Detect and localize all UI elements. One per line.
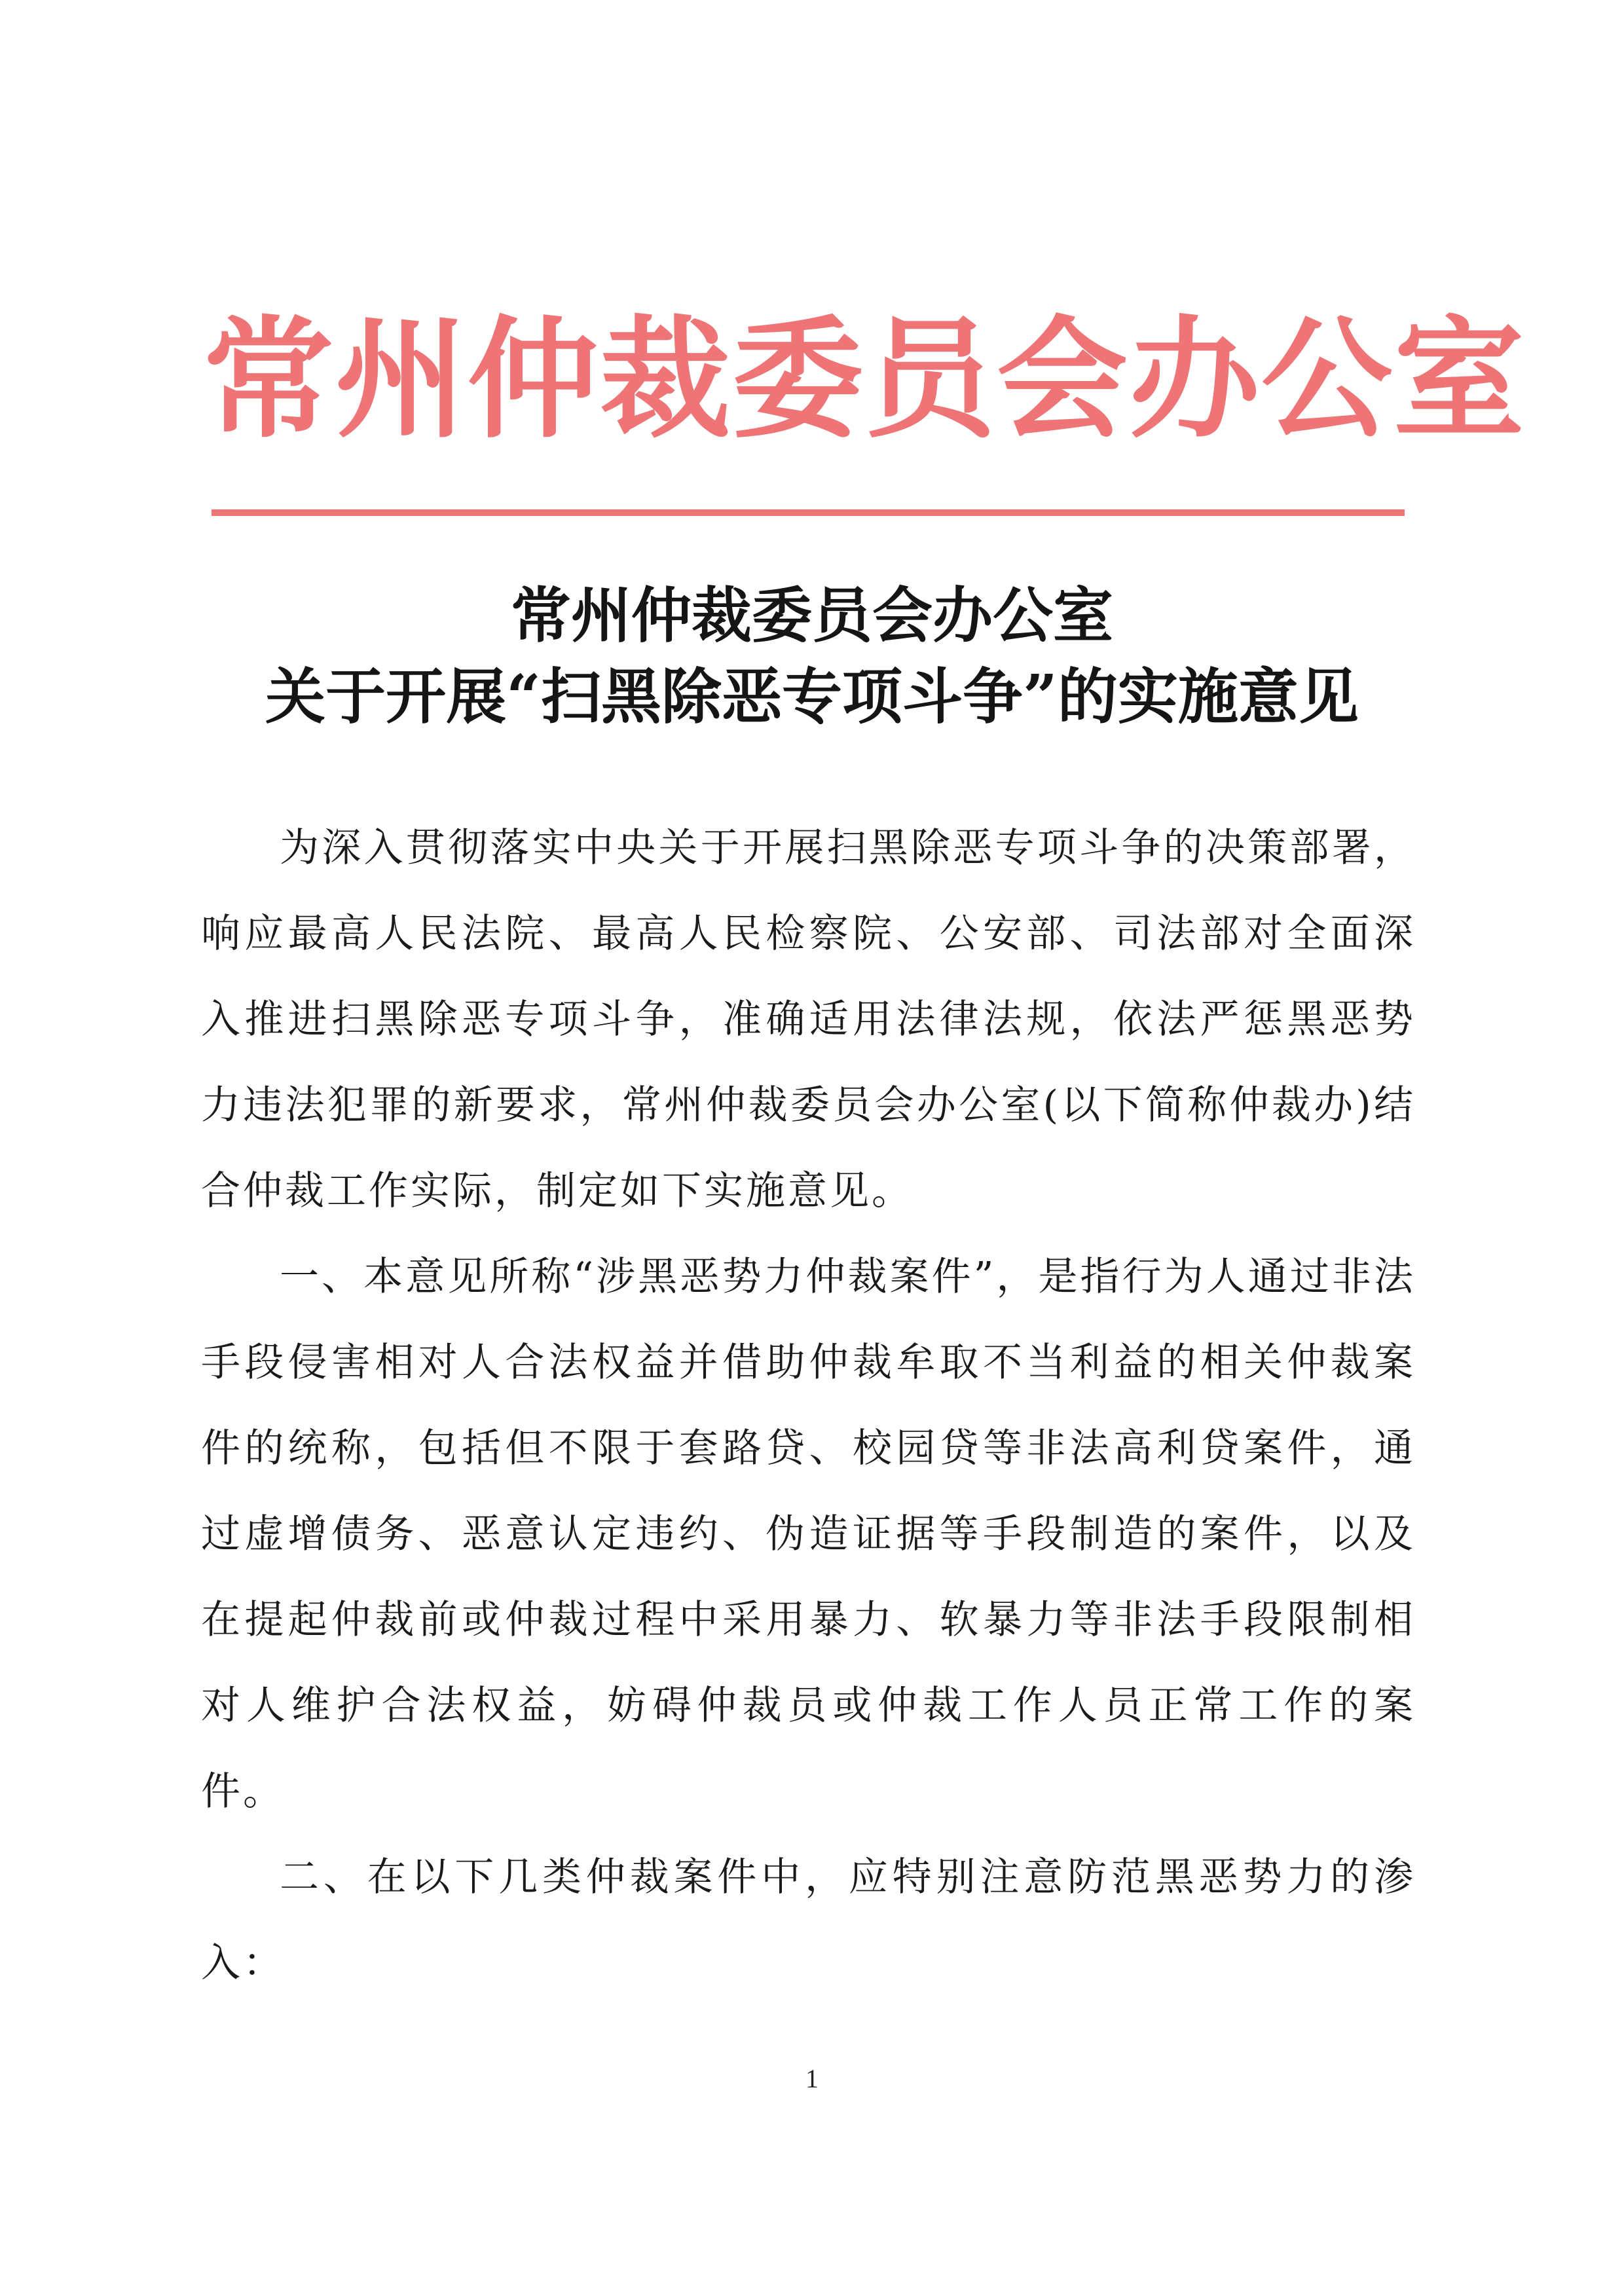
body-paragraph-section-1: 一、本意见所称“涉黑恶势力仲裁案件”，是指行为人通过非法手段侵害相对人合法权益并借助仲裁牟取不当利益的相关仲裁案件的统称，包括但不限于套路贷、校园贷等非法高利贷案件，通过虚增债务、恶意认定违约、伪造证据等手段制造的案件，以及在提起仲裁前或仲裁过程中采用暴力、软暴力等非法手段限制相对人维护合法权益，妨碍仲裁员或仲裁工作人员正常工作的案件。 bbox=[201, 1254, 1416, 1814]
document-title-line-2: 关于开展“扫黑除恶专项斗争”的实施意见 bbox=[265, 661, 1359, 732]
document-body bbox=[201, 805, 1416, 2006]
document-title-line-1: 常州仲裁委员会办公室 bbox=[510, 580, 1113, 651]
body-paragraph-section-2: 二、在以下几类仲裁案件中，应特别注意防范黑恶势力的渗入： bbox=[201, 1854, 1416, 1986]
letterhead-title: 常州仲裁委员会办公室 bbox=[203, 303, 1526, 456]
page-number: 1 bbox=[805, 2064, 819, 2093]
body-paragraph-intro: 为深入贯彻落实中央关于开展扫黑除恶专项斗争的决策部署，响应最高人民法院、最高人民检察院、公安部、司法部对全面深入推进扫黑除恶专项斗争，准确适用法律法规，依法严惩黑恶势力违法犯罪的新要求，常州仲裁委员会办公室(以下简称仲裁办)结合仲裁工作实际，制定如下实施意见。 bbox=[201, 825, 1416, 1214]
letterhead-red-rule bbox=[212, 509, 1405, 516]
